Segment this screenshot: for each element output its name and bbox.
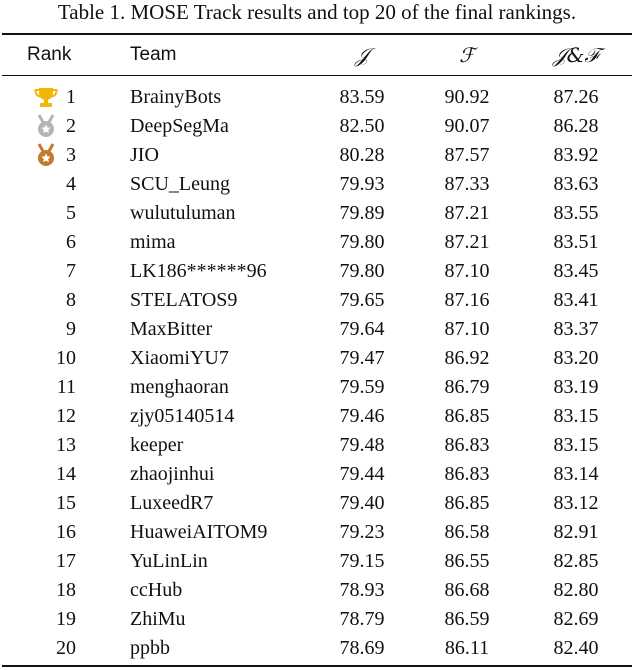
team-cell: SCU_Leung	[130, 173, 230, 195]
jf-score-cell: 83.15	[553, 434, 599, 456]
j-score-cell: 79.23	[339, 521, 385, 543]
jf-score-cell: 82.80	[553, 579, 599, 601]
rank-cell: 14	[56, 463, 76, 485]
jf-score-cell: 83.12	[553, 492, 599, 514]
j-score-cell: 83.59	[339, 86, 385, 108]
rank-cell: 12	[56, 405, 76, 427]
table-row	[0, 518, 634, 547]
f-score-cell: 87.10	[444, 318, 490, 340]
rank-cell: 20	[56, 637, 76, 659]
f-score-cell: 87.57	[444, 144, 490, 166]
rank-cell: 11	[56, 376, 76, 398]
header-f-score: ℱ	[459, 43, 475, 67]
jf-score-cell: 83.14	[553, 463, 599, 485]
rank-cell: 16	[56, 521, 76, 543]
jf-score-cell: 83.19	[553, 376, 599, 398]
j-score-cell: 79.47	[339, 347, 385, 369]
j-score-cell: 79.46	[339, 405, 385, 427]
j-score-cell: 79.15	[339, 550, 385, 572]
f-score-cell: 87.21	[444, 202, 490, 224]
f-score-cell: 86.85	[444, 405, 490, 427]
header-rank: Rank	[27, 44, 72, 65]
header-j-score: 𝒥	[355, 43, 369, 67]
rank-cell: 9	[66, 318, 76, 340]
j-score-cell: 79.80	[339, 260, 385, 282]
team-cell: BrainyBots	[130, 86, 222, 108]
j-score-cell: 79.44	[339, 463, 385, 485]
header-rule	[2, 75, 632, 76]
f-score-cell: 86.83	[444, 434, 490, 456]
rank-cell: 17	[56, 550, 76, 572]
results-table-body	[0, 83, 634, 663]
table-row	[0, 170, 634, 199]
team-cell: zhaojinhui	[130, 463, 215, 485]
rank-cell: 15	[56, 492, 76, 514]
rank-cell: 1	[66, 86, 76, 108]
table-row	[0, 286, 634, 315]
rank-cell: 8	[66, 289, 76, 311]
table-row	[0, 228, 634, 257]
jf-score-cell: 83.37	[553, 318, 599, 340]
rank-cell: 7	[66, 260, 76, 282]
j-score-cell: 79.89	[339, 202, 385, 224]
f-score-cell: 86.55	[444, 550, 490, 572]
table-row	[0, 489, 634, 518]
f-score-cell: 86.79	[444, 376, 490, 398]
team-cell: YuLinLin	[130, 550, 208, 572]
jf-score-cell: 83.20	[553, 347, 599, 369]
table-row	[0, 460, 634, 489]
f-score-cell: 90.07	[444, 115, 490, 137]
j-score-cell: 82.50	[339, 115, 385, 137]
jf-score-cell: 83.45	[553, 260, 599, 282]
jf-score-cell: 83.15	[553, 405, 599, 427]
jf-score-cell: 83.92	[553, 144, 599, 166]
team-cell: wulutuluman	[130, 202, 236, 224]
f-score-cell: 86.92	[444, 347, 490, 369]
team-cell: mima	[130, 231, 176, 253]
f-score-cell: 86.59	[444, 608, 490, 630]
jf-score-cell: 82.40	[553, 637, 599, 659]
table-row	[0, 431, 634, 460]
rank-cell: 6	[66, 231, 76, 253]
jf-score-cell: 86.28	[553, 115, 599, 137]
team-cell: XiaomiYU7	[130, 347, 229, 369]
team-cell: LK186******96	[130, 260, 267, 282]
header-team: Team	[130, 44, 177, 65]
team-cell: DeepSegMa	[130, 115, 229, 137]
jf-score-cell: 83.51	[553, 231, 599, 253]
table-row	[0, 315, 634, 344]
top-rule	[2, 33, 632, 35]
team-cell: STELATOS9	[130, 289, 238, 311]
jf-score-cell: 82.85	[553, 550, 599, 572]
team-cell: MaxBitter	[130, 318, 213, 340]
j-score-cell: 80.28	[339, 144, 385, 166]
f-score-cell: 90.92	[444, 86, 490, 108]
team-cell: JIO	[130, 144, 159, 166]
table-row	[0, 112, 634, 141]
j-score-cell: 79.65	[339, 289, 385, 311]
rank-cell: 18	[56, 579, 76, 601]
rank-cell: 3	[66, 144, 76, 166]
table-row	[0, 634, 634, 663]
rank-cell: 10	[56, 347, 76, 369]
f-score-cell: 87.33	[444, 173, 490, 195]
f-score-cell: 86.83	[444, 463, 490, 485]
rank-cell: 13	[56, 434, 76, 456]
table-row	[0, 199, 634, 228]
rank-cell: 5	[66, 202, 76, 224]
team-cell: ppbb	[130, 637, 170, 659]
j-score-cell: 79.40	[339, 492, 385, 514]
team-cell: ZhiMu	[130, 608, 186, 630]
rank-cell: 4	[66, 173, 76, 195]
j-score-cell: 78.93	[339, 579, 385, 601]
bottom-rule	[2, 665, 632, 667]
jf-score-cell: 82.91	[553, 521, 599, 543]
table-row	[0, 373, 634, 402]
f-score-cell: 87.21	[444, 231, 490, 253]
team-cell: zjy05140514	[130, 405, 235, 427]
j-score-cell: 79.64	[339, 318, 385, 340]
j-score-cell: 79.59	[339, 376, 385, 398]
team-cell: LuxeedR7	[130, 492, 214, 514]
table-row	[0, 257, 634, 286]
f-score-cell: 86.68	[444, 579, 490, 601]
rank-cell: 2	[66, 115, 76, 137]
team-cell: keeper	[130, 434, 184, 456]
team-cell: HuaweiAITOM9	[130, 521, 268, 543]
j-score-cell: 78.79	[339, 608, 385, 630]
header-jf-score: 𝒥&ℱ	[552, 43, 600, 67]
team-cell: ccHub	[130, 579, 183, 601]
rank-cell: 19	[56, 608, 76, 630]
table-row	[0, 402, 634, 431]
j-score-cell: 78.69	[339, 637, 385, 659]
table-row	[0, 344, 634, 373]
jf-score-cell: 83.55	[553, 202, 599, 224]
table-row	[0, 605, 634, 634]
table-caption: Table 1. MOSE Track results and top 20 of the final rankings.	[57, 0, 577, 24]
table-row	[0, 83, 634, 112]
table-row	[0, 576, 634, 605]
f-score-cell: 87.16	[444, 289, 490, 311]
table-row	[0, 141, 634, 170]
f-score-cell: 86.58	[444, 521, 490, 543]
f-score-cell: 87.10	[444, 260, 490, 282]
j-score-cell: 79.80	[339, 231, 385, 253]
f-score-cell: 86.85	[444, 492, 490, 514]
jf-score-cell: 83.63	[553, 173, 599, 195]
table-row	[0, 547, 634, 576]
f-score-cell: 86.11	[444, 637, 490, 659]
j-score-cell: 79.93	[339, 173, 385, 195]
jf-score-cell: 83.41	[553, 289, 599, 311]
j-score-cell: 79.48	[339, 434, 385, 456]
jf-score-cell: 87.26	[553, 86, 599, 108]
jf-score-cell: 82.69	[553, 608, 599, 630]
team-cell: menghaoran	[130, 376, 229, 398]
